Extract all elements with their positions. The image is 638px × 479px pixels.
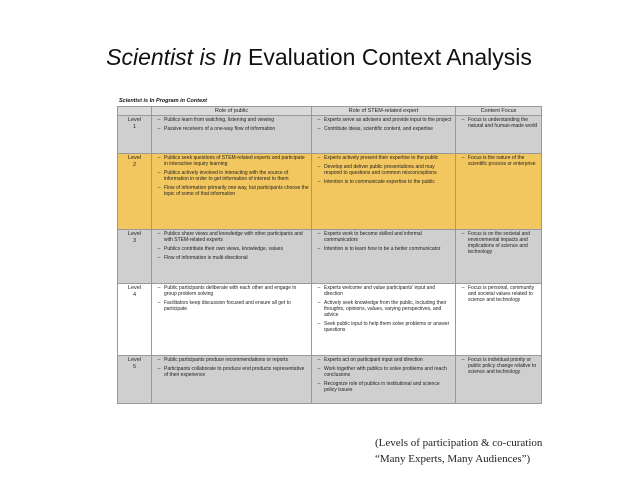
list-item bbox=[314, 231, 453, 243]
bullet-text: Publics share views and knowledge with other participants and with STEM-related experts bbox=[164, 231, 303, 243]
public-cell bbox=[152, 356, 312, 404]
bullet-text: Publics learn from watching, listening and viewing bbox=[164, 117, 275, 123]
list-item bbox=[314, 155, 453, 161]
list-item bbox=[154, 285, 309, 297]
bullet-text: Focus is understanding the natural and human-made world bbox=[468, 117, 538, 129]
bullet-text: Recognize role of publics in institutional and science policy issues bbox=[324, 381, 440, 393]
list-item bbox=[154, 155, 309, 167]
expert-cell bbox=[312, 154, 456, 230]
public-cell bbox=[152, 230, 312, 284]
list-item bbox=[154, 126, 309, 132]
bullet-text: Public participants produce recommendations or reports bbox=[164, 357, 288, 363]
dash-bullet: – bbox=[461, 231, 465, 237]
bullet-text: Public participants deliberate with each other and engage in group problem solving bbox=[164, 285, 297, 297]
expert-cell bbox=[312, 284, 456, 356]
dash-bullet: – bbox=[157, 357, 161, 363]
dash-bullet: – bbox=[317, 300, 321, 306]
dash-bullet: – bbox=[157, 255, 161, 261]
dash-bullet: – bbox=[317, 366, 321, 372]
bullet-text: Develop and deliver public presentations and may respond to questions and common misconceptions bbox=[324, 164, 437, 176]
bullet-text: Intention is to learn how to be a better communicator bbox=[324, 246, 441, 252]
list-item bbox=[314, 357, 453, 363]
dash-bullet: – bbox=[157, 300, 161, 306]
dash-bullet: – bbox=[461, 117, 465, 123]
list-item bbox=[314, 285, 453, 297]
dash-bullet: – bbox=[461, 285, 465, 291]
bullet-text: Experts actively present their expertise to the public bbox=[324, 155, 439, 161]
level-number: 1 bbox=[132, 124, 137, 130]
dash-bullet: – bbox=[157, 155, 161, 161]
list-item bbox=[458, 117, 539, 129]
expert-cell bbox=[312, 356, 456, 404]
level-cell bbox=[118, 284, 152, 356]
bullet-text: Intention is to communicate expertise to the public bbox=[324, 179, 435, 185]
context-table-figure bbox=[117, 96, 541, 404]
list-item bbox=[314, 381, 453, 393]
bullet-text: Publics actively involved in interacting with the source of information in order to get information of interest to them bbox=[164, 170, 289, 182]
bullet-text: Focus is the nature of the scientific process or enterprise bbox=[468, 155, 536, 167]
bullet-text: Publics contribute their own views, knowledge, values bbox=[164, 246, 283, 252]
table-header-row bbox=[118, 107, 542, 116]
list-item bbox=[154, 170, 309, 182]
bullet-text: Passive receivers of a one-way flow of information bbox=[164, 126, 276, 132]
bullet-text: Experts serve as advisers and provide input to the project bbox=[324, 117, 452, 123]
expert-cell bbox=[312, 230, 456, 284]
bullet-text: Focus is personal, community and societal values related to science and technology bbox=[468, 285, 535, 303]
list-item bbox=[314, 321, 453, 333]
dash-bullet: – bbox=[157, 246, 161, 252]
level-number: 2 bbox=[132, 162, 137, 168]
bullet-text: Seek public input to help them solve problems or answer questions bbox=[324, 321, 450, 333]
list-item bbox=[154, 231, 309, 243]
list-item bbox=[154, 246, 309, 252]
level-number: 3 bbox=[132, 238, 137, 244]
list-item bbox=[154, 366, 309, 378]
list-item bbox=[314, 126, 453, 132]
table-row bbox=[118, 154, 542, 230]
content-cell bbox=[456, 284, 542, 356]
footnote bbox=[375, 435, 542, 467]
bullet-text: Flow of information primarily one way, but participants choose the topic of some of that information bbox=[164, 185, 309, 197]
slide-title-rest: Evaluation Context Analysis bbox=[241, 44, 532, 70]
table-body bbox=[118, 116, 542, 404]
content-cell bbox=[456, 356, 542, 404]
bullet-text: Work together with publics to solve problems and reach conclusions bbox=[324, 366, 447, 378]
dash-bullet: – bbox=[317, 321, 321, 327]
header-role-expert: Role of STEM-related expert bbox=[312, 107, 456, 116]
table-row bbox=[118, 284, 542, 356]
list-item bbox=[314, 117, 453, 123]
dash-bullet: – bbox=[317, 231, 321, 237]
bullet-text: Actively seek knowledge from the public, including their thoughts, opinions, values, varying perspectives, and advice bbox=[324, 300, 447, 318]
bullet-text: Contribute ideas, scientific content, and expertise bbox=[324, 126, 433, 132]
level-cell bbox=[118, 230, 152, 284]
footnote-line-1: (Levels of participation & co-curation bbox=[375, 437, 543, 449]
dash-bullet: – bbox=[157, 126, 161, 132]
bullet-text: Participants collaborate to produce end products representative of their experience bbox=[164, 366, 305, 378]
dash-bullet: – bbox=[157, 185, 161, 191]
table-row bbox=[118, 230, 542, 284]
dash-bullet: – bbox=[317, 179, 321, 185]
dash-bullet: – bbox=[157, 117, 161, 123]
list-item bbox=[314, 179, 453, 185]
bullet-text: Experts work to become skilled and informal communicators bbox=[324, 231, 422, 243]
header-role-public: Role of public bbox=[152, 107, 312, 116]
bullet-text: Publics seek questions of STEM-related experts and participate in interactive inquiry learning bbox=[164, 155, 305, 167]
level-label: Level bbox=[127, 231, 142, 237]
bullet-text: Flow of information is multi-directional bbox=[164, 255, 248, 261]
public-cell bbox=[152, 154, 312, 230]
dash-bullet: – bbox=[317, 246, 321, 252]
level-cell bbox=[118, 116, 152, 154]
table-row bbox=[118, 356, 542, 404]
slide-title-italic: Scientist is In bbox=[106, 44, 242, 70]
list-item bbox=[154, 357, 309, 363]
expert-cell bbox=[312, 116, 456, 154]
level-number: 4 bbox=[132, 292, 137, 298]
public-cell bbox=[152, 284, 312, 356]
list-item bbox=[314, 300, 453, 318]
context-analysis-table bbox=[117, 106, 542, 404]
bullet-text: Experts act on participant input and direction bbox=[324, 357, 423, 363]
level-label: Level bbox=[127, 285, 142, 291]
dash-bullet: – bbox=[317, 117, 321, 123]
list-item bbox=[154, 255, 309, 261]
footnote-line-2: “Many Experts, Many Audiences”) bbox=[375, 453, 531, 465]
header-level bbox=[118, 107, 152, 116]
public-cell bbox=[152, 116, 312, 154]
dash-bullet: – bbox=[461, 155, 465, 161]
list-item bbox=[154, 117, 309, 123]
dash-bullet: – bbox=[317, 155, 321, 161]
level-label: Level bbox=[127, 357, 142, 363]
level-label: Level bbox=[127, 117, 142, 123]
bullet-text: Experts welcome and value participants' input and direction bbox=[324, 285, 436, 297]
table-row bbox=[118, 116, 542, 154]
dash-bullet: – bbox=[157, 366, 161, 372]
content-cell bbox=[456, 154, 542, 230]
list-item bbox=[314, 164, 453, 176]
level-cell bbox=[118, 356, 152, 404]
dash-bullet: – bbox=[317, 285, 321, 291]
content-cell bbox=[456, 116, 542, 154]
list-item bbox=[154, 185, 309, 197]
content-cell bbox=[456, 230, 542, 284]
list-item bbox=[314, 366, 453, 378]
dash-bullet: – bbox=[157, 170, 161, 176]
dash-bullet: – bbox=[461, 357, 465, 363]
list-item bbox=[154, 300, 309, 312]
table-caption: Scientist is In Program in Context bbox=[119, 98, 208, 104]
dash-bullet: – bbox=[317, 126, 321, 132]
level-label: Level bbox=[127, 155, 142, 161]
dash-bullet: – bbox=[157, 285, 161, 291]
list-item bbox=[458, 231, 539, 255]
list-item bbox=[458, 285, 539, 303]
bullet-text: Focus is individual priority or public policy change relative to science and technology bbox=[468, 357, 537, 375]
dash-bullet: – bbox=[157, 231, 161, 237]
header-content-focus: Content Focus bbox=[456, 107, 542, 116]
dash-bullet: – bbox=[317, 357, 321, 363]
dash-bullet: – bbox=[317, 164, 321, 170]
slide-title bbox=[0, 44, 638, 71]
list-item bbox=[314, 246, 453, 252]
bullet-text: Focus is on the societal and environmental impacts and implications of science and technology bbox=[468, 231, 530, 255]
bullet-text: Facilitators keep discussion focused and ensure all get to participate bbox=[164, 300, 291, 312]
level-number: 5 bbox=[132, 364, 137, 370]
dash-bullet: – bbox=[317, 381, 321, 387]
list-item bbox=[458, 357, 539, 375]
list-item bbox=[458, 155, 539, 167]
level-cell bbox=[118, 154, 152, 230]
